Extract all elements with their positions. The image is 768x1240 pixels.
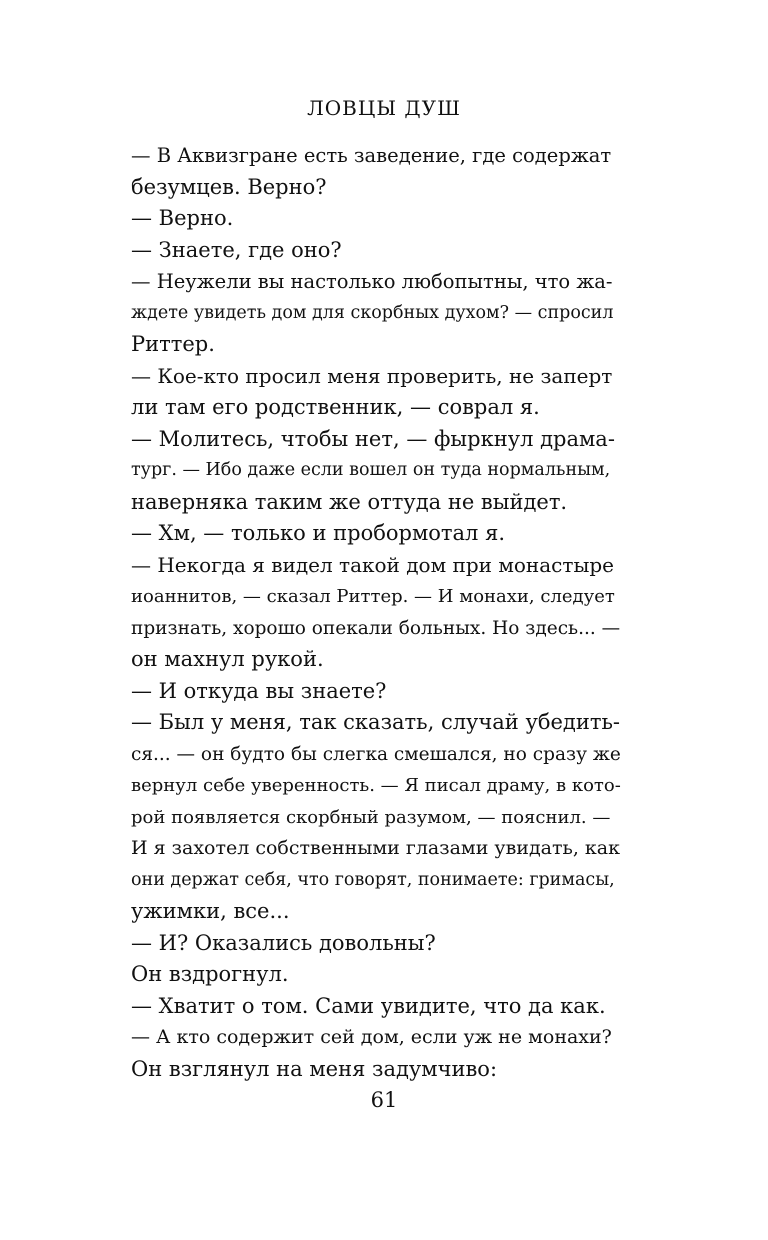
text-line: И я захотел собственными глазами увидать, как [131,837,620,859]
paragraph [131,140,621,203]
text-line: ся... — он будто бы слегка смешался, но сразу же [131,743,621,765]
paragraph [131,550,621,676]
paragraph [131,266,621,361]
text-line: — А кто содержит сей дом, если уж не монахи? [131,1026,612,1048]
text-line: — Верно. [131,206,234,230]
paragraph [131,203,621,235]
text-line: ждете увидеть дом для скорбных духом? — спросил [131,302,614,323]
text-line: — Неужели вы настолько любопытны, что жа- [131,270,613,293]
paragraph [131,707,621,928]
paragraph [131,959,621,991]
paragraph [131,991,621,1023]
text-line: тург. — Ибо даже если вошел он туда нормальным, [131,460,611,480]
text-line: — И? Оказались довольны? [131,930,436,955]
paragraph [131,424,621,519]
text-line: они держат себя, что говорят, понимаете: гримасы, [131,869,615,890]
text-line: — Хм, — только и пробормотал я. [131,521,506,545]
text-line: — Был у меня, так сказать, случай убедить- [131,710,620,734]
text-line: — В Аквизгране есть заведение, где содержат [131,144,612,167]
text-line: — Знаете, где оно? [131,237,342,262]
text-line: рой появляется скорбный разумом, — пояснил. — [131,806,611,828]
text-line: признать, хорошо опекали больных. Но здесь... — [131,617,621,639]
body-text [131,140,621,1085]
paragraph [131,235,621,267]
paragraph [131,928,621,960]
paragraph [131,518,621,550]
text-line: — Некогда я видел такой дом при монастыре [131,552,615,577]
text-line: Он вздрогнул. [131,962,289,986]
paragraph [131,676,621,708]
text-line: — И откуда вы знаете? [131,678,387,703]
text-line: Риттер. [131,332,215,356]
text-line: ужимки, все... [131,899,290,923]
text-line: — Кое-кто просил меня проверить, не заперт [131,363,613,388]
text-line: иоаннитов, — сказал Риттер. — И монахи, следует [131,586,615,607]
text-line: наверняка таким же оттуда не выйдет. [131,489,568,514]
running-head: ЛОВЦЫ ДУШ [307,96,461,120]
paragraph [131,361,621,424]
page-number: 61 [370,1088,398,1112]
text-line: он махнул рукой. [131,647,324,671]
paragraph [131,1054,621,1086]
text-line: — Хватит о том. Сами увидите, что да как. [131,993,606,1018]
text-line: — Молитесь, чтобы нет, — фыркнул драма- [131,426,615,451]
text-line: ли там его родственник, — соврал я. [131,395,540,419]
paragraph [131,1022,621,1054]
text-line: безумцев. Верно? [131,174,327,199]
text-line: Он взглянул на меня задумчиво: [131,1056,498,1081]
text-line: вернул себе уверенность. — Я писал драму, в кото- [131,775,621,796]
